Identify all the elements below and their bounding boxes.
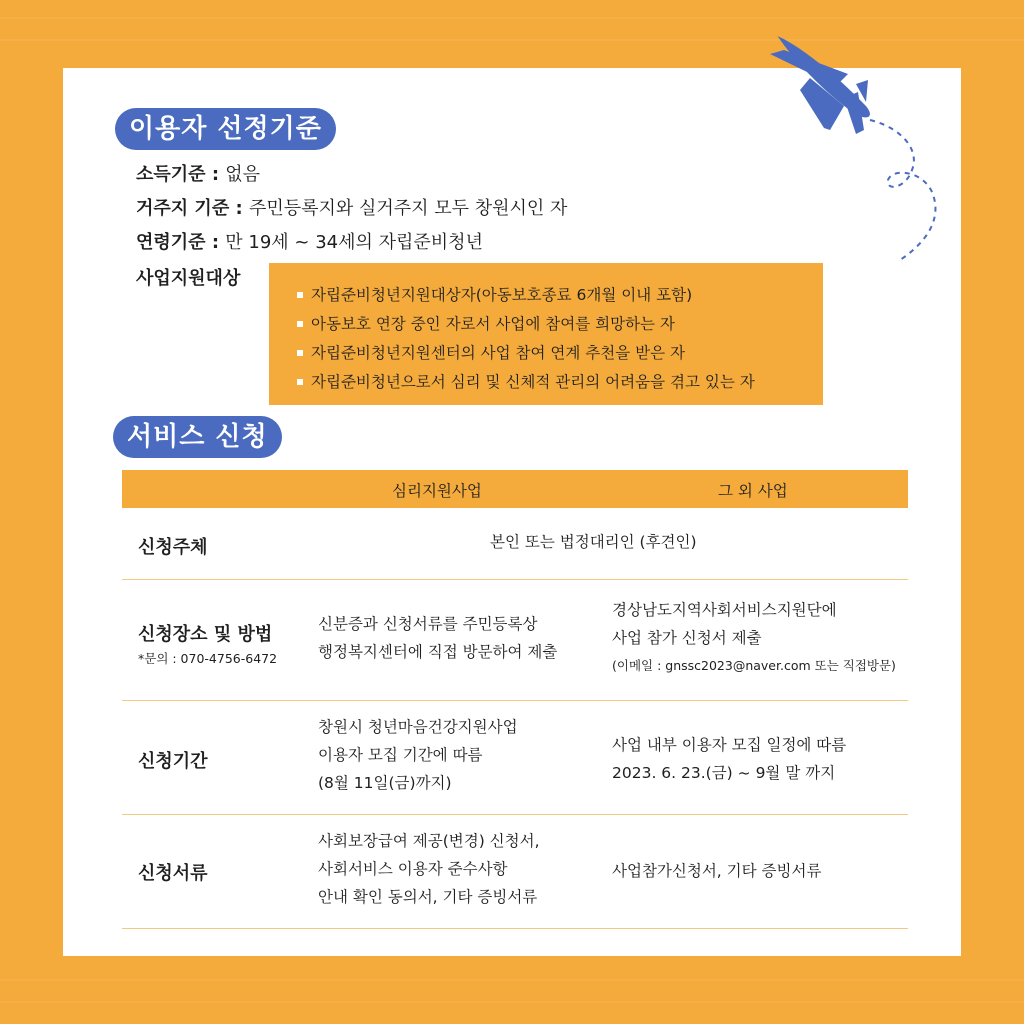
list-item: 자립준비청년지원대상자(아동보호종료 6개월 이내 포함)	[297, 281, 823, 310]
psych-cell	[318, 610, 557, 666]
target-list	[269, 263, 823, 397]
cell-line: 사회보장급여 제공(변경) 신청서,	[318, 832, 540, 850]
row-label: 신청장소 및 방법	[138, 624, 273, 645]
other-cell	[612, 857, 821, 885]
cell-line: 신분증과 신청서류를 주민등록상	[318, 615, 538, 633]
row-label: 신청서류	[138, 863, 208, 884]
contact-note: *문의 : 070-4756-6472	[138, 651, 278, 666]
table-row	[122, 580, 908, 701]
criterion-label: 소득기준 :	[136, 164, 226, 185]
criterion-age	[136, 228, 483, 254]
airplane-icon	[752, 20, 952, 270]
criterion-residence	[136, 194, 567, 220]
merged-cell: 본인 또는 법정대리인 (후견인)	[490, 533, 697, 551]
table-header	[122, 470, 908, 508]
application-table	[122, 470, 908, 929]
cell-line: 사업참가신청서, 기타 증빙서류	[612, 862, 822, 880]
cell-line: 행정복지센터에 직접 방문하여 제출	[318, 643, 558, 661]
email-note: (이메일 : gnssc2023@naver.com 또는 직접방문)	[612, 658, 896, 673]
cell-line: 경상남도지역사회서비스지원단에	[612, 601, 837, 619]
cell-line: 사회서비스 이용자 준수사항	[318, 860, 508, 878]
psych-cell	[318, 713, 518, 797]
cell-line: 사업 내부 이용자 모집 일정에 따름	[612, 736, 847, 754]
criterion-value: 만 19세 ~ 34세의 자립준비청년	[225, 232, 483, 253]
list-item: 아동보호 연장 중인 자로서 사업에 참여를 희망하는 자	[297, 310, 823, 339]
cell-line: 안내 확인 동의서, 기타 증빙서류	[318, 888, 538, 906]
cell-line: 창원시 청년마음건강지원사업	[318, 718, 518, 736]
row-label: 신청주체	[138, 537, 208, 558]
criterion-label: 거주지 기준 :	[136, 198, 249, 219]
criterion-income	[136, 160, 260, 186]
other-cell	[612, 731, 846, 787]
list-item: 자립준비청년으로서 심리 및 신체적 관리의 어려움을 겪고 있는 자	[297, 368, 823, 397]
cell-line: 사업 참가 신청서 제출	[612, 629, 762, 647]
table-row	[122, 701, 908, 815]
cell-line: 이용자 모집 기간에 따름	[318, 746, 483, 764]
row-label: 신청기간	[138, 751, 208, 772]
cell-line: 2023. 6. 23.(금) ~ 9월 말 까지	[612, 764, 836, 782]
cell-line: (8월 11일(금)까지)	[318, 774, 452, 792]
target-label-text: 사업지원대상	[136, 268, 241, 289]
target-label	[136, 264, 240, 290]
criterion-value: 주민등록지와 실거주지 모두 창원시인 자	[248, 198, 568, 219]
criterion-label: 연령기준 :	[136, 232, 226, 253]
table-row	[122, 815, 908, 929]
other-cell	[612, 596, 896, 680]
section-title-service-application: 서비스 신청	[113, 416, 282, 458]
psych-cell	[318, 827, 540, 911]
criterion-value: 없음	[225, 164, 261, 185]
header-psych-support: 심리지원사업	[392, 482, 482, 500]
section-title-selection-criteria: 이용자 선정기준	[115, 108, 336, 150]
list-item: 자립준비청년지원센터의 사업 참여 연계 추천을 받은 자	[297, 339, 823, 368]
target-list-box	[269, 263, 823, 405]
header-other-programs: 그 외 사업	[718, 482, 788, 500]
table-row	[122, 508, 908, 580]
